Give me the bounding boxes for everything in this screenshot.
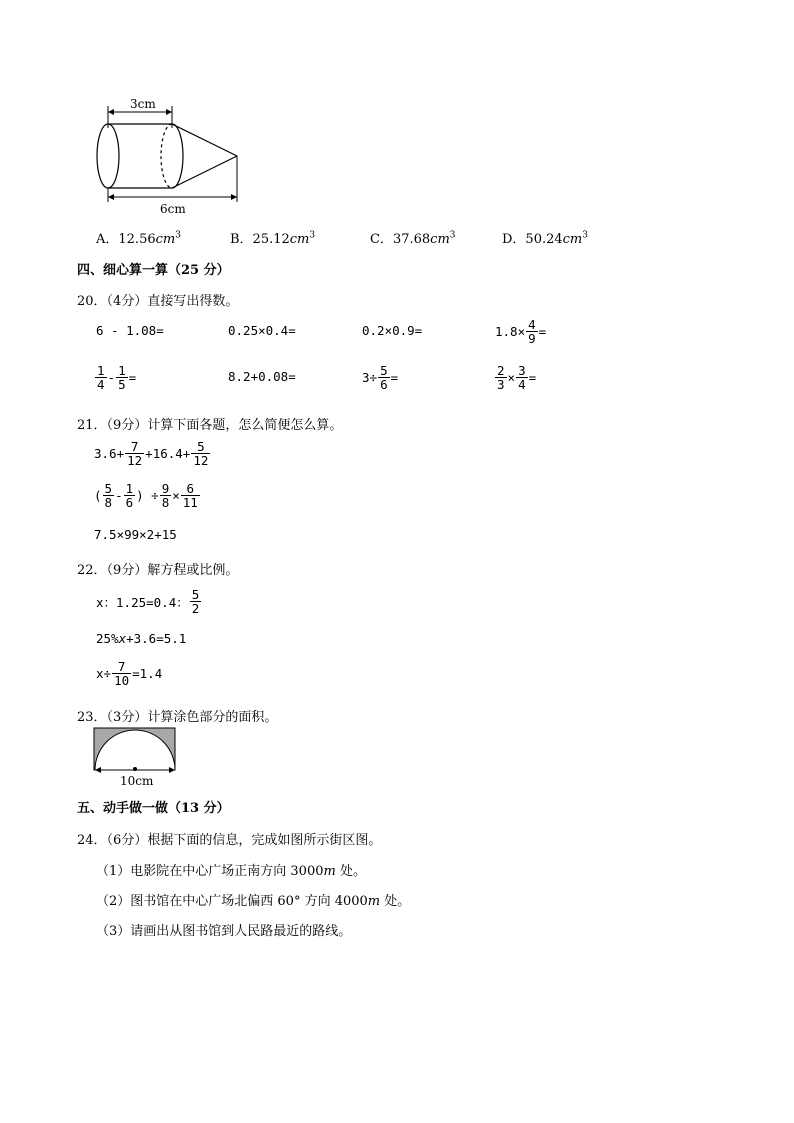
q23-title: 23．（3分）计算涂色部分的面积。: [77, 710, 278, 725]
q20-e8: $\frac{2}{3}$ × $\frac{3}{4}$ =: [497, 363, 537, 393]
q20-e3: 0.2×0.9=: [362, 323, 423, 338]
option-a[interactable]: A．$12.56cm^3$: [96, 230, 181, 247]
top-length-label: 3cm: [130, 97, 156, 111]
q20-e1: 6 - 1.08=: [96, 323, 164, 338]
center-dot: [133, 767, 137, 771]
q20-e4: 1.8× $\frac{4}{9}$ =: [495, 317, 547, 347]
q20-e7: 3÷ $\frac{5}{6}$ =: [362, 363, 399, 393]
q20-title: 20．（4分）直接写出得数。: [77, 294, 239, 309]
top-arrow-left: [108, 109, 114, 115]
q24-title: 24．（6分）根据下面的信息，完成如图所示街区图。: [77, 833, 382, 848]
semicircle-figure: [92, 726, 178, 778]
q20-e6: 8.2+0.08=: [228, 369, 296, 384]
q20-e2: 0.25×0.4=: [228, 323, 296, 338]
bottom-length-label: 6cm: [160, 202, 186, 216]
q24-step1: （1）电影院在中心广场正南方向 3000m 处。: [96, 864, 366, 879]
cylinder-cone-figure: [92, 92, 252, 218]
q21-title: 21．（9分）计算下面各题，怎么简便怎么算。: [77, 418, 343, 433]
q24-step3: （3）请画出从图书馆到人民路最近的路线。: [96, 924, 352, 939]
cylinder-left-face: [97, 124, 119, 188]
q22-title: 22．（9分）解方程或比例。: [77, 563, 239, 578]
q21-line2: ( $\frac{5}{8}$ - $\frac{1}{6}$ ) ÷ $\frac{9}{8}$ × $\frac{6}{11}$: [94, 481, 198, 511]
q21-line3: 7.5×99×2+15: [94, 527, 177, 542]
top-arrow-right: [166, 109, 172, 115]
section-4-title: 四、细心算一算（25 分）: [77, 263, 230, 278]
q22-line1: x：1.25=0.4： $\frac{5}{2}$: [96, 587, 200, 617]
section-5-title: 五、动手做一做（13 分）: [77, 801, 230, 816]
q21-line1: 3.6+ $\frac{7}{12}$ +16.4+ $\frac{5}{12}$: [94, 439, 209, 469]
q22-line2: 25%x+3.6=5.1: [96, 631, 187, 646]
q22-line3: x÷ $\frac{7}{10}$ =1.4: [96, 659, 163, 689]
option-b[interactable]: B．$25.12cm^3$: [230, 230, 316, 247]
cylinder-right-face-front: [172, 124, 183, 188]
semicircle-length-label: 10cm: [120, 774, 154, 788]
cylinder-right-face-hidden: [161, 124, 172, 188]
option-d[interactable]: D．$50.24cm^3$: [502, 230, 588, 247]
q20-e5: $\frac{1}{4}$ - $\frac{1}{5}$ =: [97, 363, 137, 393]
q24-step2: （2）图书馆在中心广场北偏西 60° 方向 4000m 处。: [96, 894, 411, 909]
option-c[interactable]: C．$37.68cm^3$: [370, 230, 456, 247]
